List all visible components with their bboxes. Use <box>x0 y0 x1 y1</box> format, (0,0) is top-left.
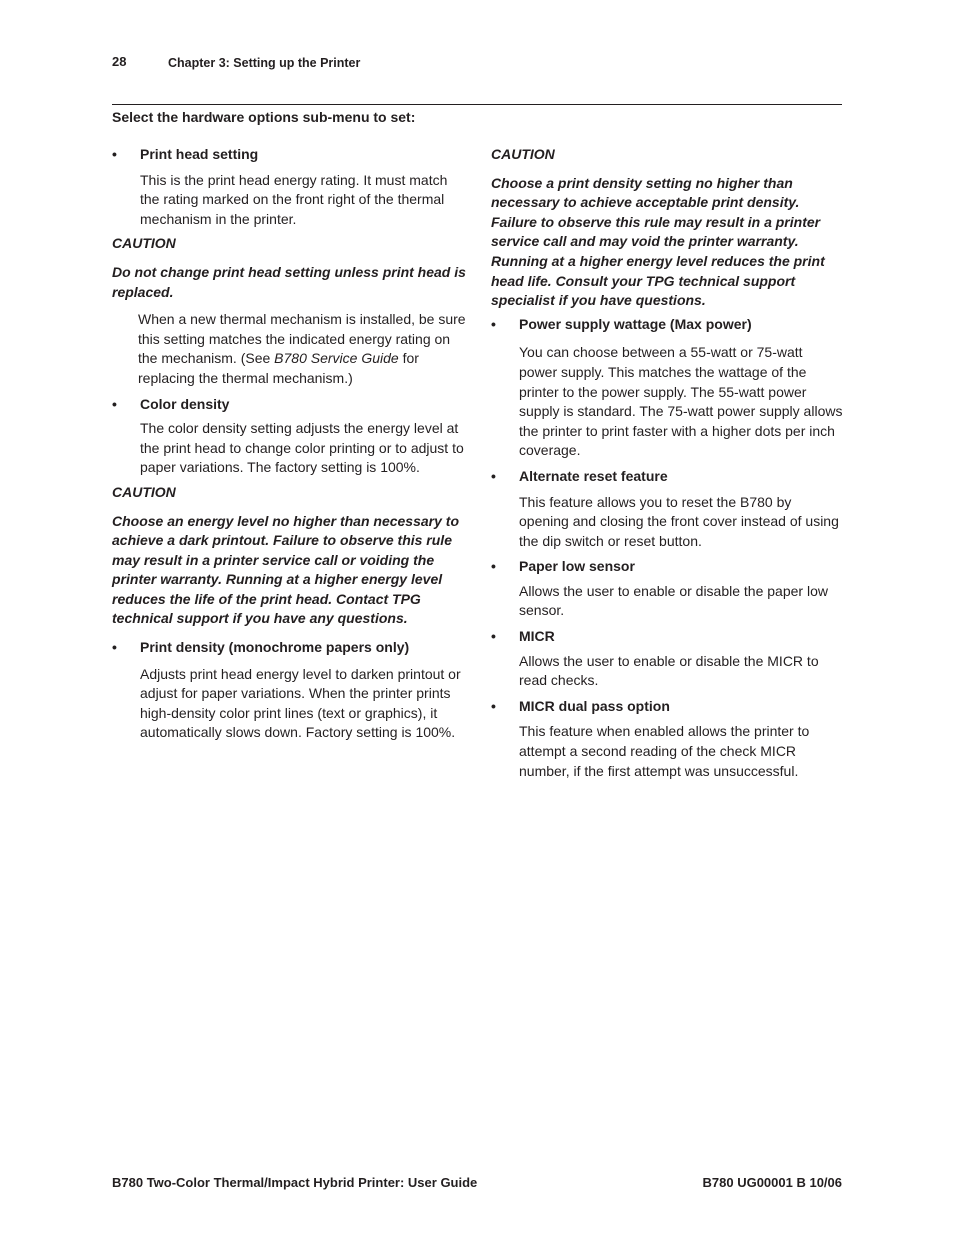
caution-heading: CAUTION <box>112 483 176 500</box>
bullet-title: Paper low sensor <box>519 558 635 575</box>
print-head-description: This is the print head energy rating. It must match the rating marked on the front right of the thermal mechanism in the printer. <box>140 171 448 227</box>
bullet-icon: • <box>491 697 496 714</box>
right-column <box>491 145 843 781</box>
bullet-title: Print density (monochrome papers only) <box>140 639 410 656</box>
bullet-print-density <box>112 638 468 658</box>
service-guide-reference: B780 Service Guide <box>274 350 399 367</box>
page-number: 28 <box>112 54 127 69</box>
alternate-reset-description: This feature allows you to reset the B780 by opening and closing the front cover instead of using the dip switch or reset button. <box>519 493 839 549</box>
bullet-power-supply <box>491 315 843 335</box>
header-rule <box>112 104 842 105</box>
bullet-print-head-setting <box>112 145 468 165</box>
paper-low-description: Allows the user to enable or disable the paper low sensor. <box>519 582 828 619</box>
bullet-color-density <box>112 395 468 415</box>
micr-description: Allows the user to enable or disable the MICR to read checks. <box>519 652 819 689</box>
bullet-icon: • <box>491 558 496 575</box>
mechanism-note-after: for replacing the thermal mechanism.) <box>138 350 419 386</box>
bullet-icon: • <box>112 146 117 162</box>
caution-heading: CAUTION <box>112 235 176 252</box>
caution-text: Do not change print head setting unless print head is replaced. <box>112 263 466 300</box>
bullet-title: MICR dual pass option <box>519 697 670 714</box>
bullet-title: Print head setting <box>140 146 259 162</box>
bullet-micr <box>491 627 843 647</box>
intro-heading: Select the hardware options sub-menu to set: <box>112 109 416 125</box>
bullet-title: MICR <box>519 628 555 645</box>
left-column <box>112 145 468 743</box>
footer-doc-number: B780 UG00001 B 10/06 <box>702 1175 842 1190</box>
color-density-description: The color density setting adjusts the energy level at the print head to change color printing or to adjust to paper variations. The factory setting is 100%. <box>140 420 464 476</box>
bullet-icon: • <box>112 395 117 412</box>
caution-text: Choose an energy level no higher than necessary to achieve a dark printout. Failure to observe this rule may result in a printer service call or voiding the printer warranty. Running at a higher energy level reduces the life of the print head. Contact TPG technical support if you have any questions. <box>112 512 459 627</box>
footer-guide-title: B780 Two-Color Thermal/Impact Hybrid Printer: User Guide <box>112 1175 478 1190</box>
bullet-icon: • <box>112 639 117 656</box>
bullet-alternate-reset <box>491 467 843 487</box>
bullet-icon: • <box>491 315 496 332</box>
caution-text: Choose a print density setting no higher than necessary to achieve acceptable print density. Failure to observe this rule may result in a printer service call and may void the printer warranty. Running at a higher energy level reduces the print head life. Consult your TPG technical support specialist if you have questions. <box>491 174 825 309</box>
bullet-icon: • <box>491 628 496 645</box>
mechanism-note <box>112 310 468 388</box>
bullet-title: Color density <box>140 395 230 412</box>
power-supply-description: You can choose between a 55-watt or 75-watt power supply. This matches the wattage of the printer to the power supply. The 55-watt power supply is standard. The 75-watt power supply allows the printer to print faster with a higher dots per inch coverage. <box>519 344 843 459</box>
chapter-title: Chapter 3: Setting up the Printer <box>168 56 361 70</box>
bullet-icon: • <box>491 467 496 484</box>
print-density-description: Adjusts print head energy level to darken printout or adjust for paper variations. When the printer prints high-density color print lines (text or graphics), it automatically slows down. Factory setting is 100%. <box>140 665 461 741</box>
bullet-micr-dual-pass <box>491 697 843 717</box>
bullet-title: Alternate reset feature <box>519 467 668 484</box>
bullet-title: Power supply wattage (Max power) <box>519 315 752 332</box>
bullet-paper-low-sensor <box>491 557 843 577</box>
micr-dual-description: This feature when enabled allows the printer to attempt a second reading of the check MICR number, if the first attempt was unsuccessful. <box>519 723 810 779</box>
mechanism-note-before: When a new thermal mechanism is installed, be sure this setting matches the indicated energy rating on the mechanism. (See <box>138 311 466 367</box>
caution-heading: CAUTION <box>491 146 555 162</box>
